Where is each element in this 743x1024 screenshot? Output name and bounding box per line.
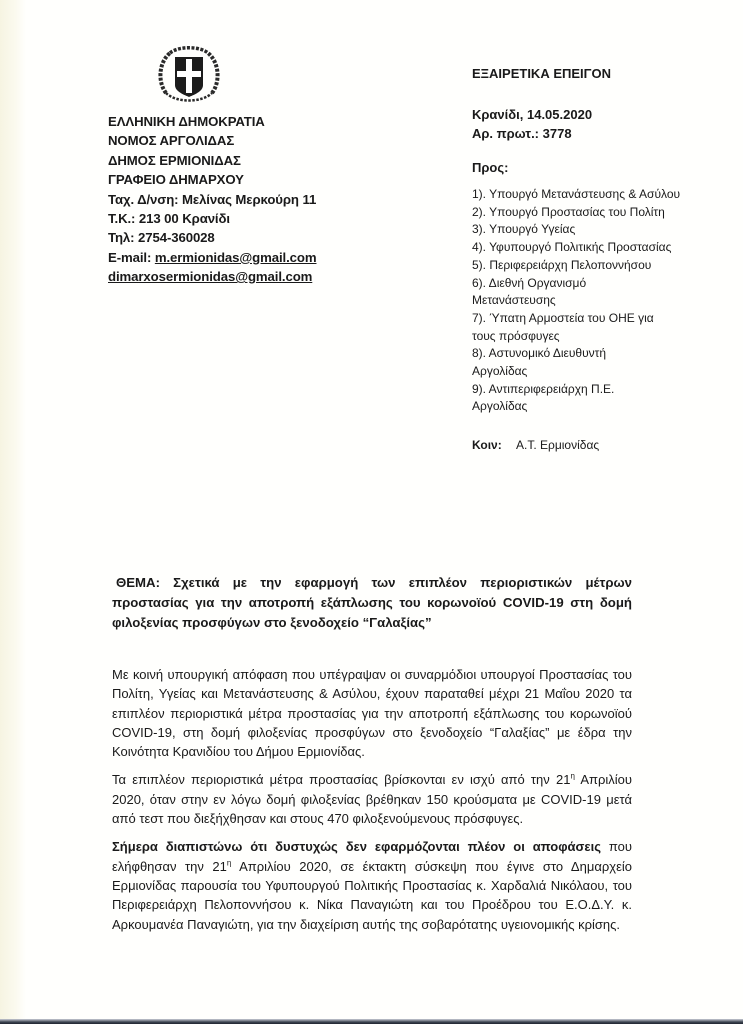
ordinal-superscript: η [226, 858, 232, 868]
paragraph-3-text-a: που ελήφθησαν την 21 [112, 839, 632, 874]
subject-line [112, 573, 632, 633]
sender-email-row [108, 248, 316, 267]
sender-address: Ταχ. Δ/νση: Μελίνας Μερκούρη 11 [108, 191, 317, 207]
paragraph-2-text-a: Τα επιπλέον περιοριστικά μέτρα προστασίας βρίσκονται εν ισχύ από την 21 [112, 772, 571, 788]
ordinal-superscript: η [570, 772, 575, 782]
email-link-secondary[interactable]: dimarxosermionidas@gmail.com [108, 269, 313, 285]
body-paragraph-3 [112, 837, 632, 933]
paragraph-3-text-b: Απριλίου 2020, σε έκτακτη σύσκεψη που έγινε στο Δημαρχείο Ερμιονίδας παρουσία του Υφυπουργού Πολιτικής Προστασίας κ. Χαρδαλιά Νικόλαου, του Περιφερειάρχη Πελοποννήσου κ. Νίκα Παναγιώτη και του Προέδρου του Ε.Ο.Δ.Υ. κ. Αρκουμανέα Παναγιώτη, για την διαχείριση αυτής της σοβαρότατης υγειονομικής κρίσης. [112, 858, 632, 932]
sender-phone: Τηλ: 2754-360028 [108, 230, 215, 246]
cc-row [472, 438, 722, 452]
recipient-item: 7). Ύπατη Αρμοστεία του ΟΗΕ για τους πρόσφυγες [472, 310, 654, 343]
recipient-item: 1). Υπουργό Μετανάστευσης & Ασύλου [472, 187, 681, 201]
to-label: Προς: [472, 160, 509, 175]
scan-bottom-edge [0, 1019, 743, 1024]
greek-state-emblem-icon [156, 43, 222, 107]
sender-postal-code: Τ.Κ.: 213 00 Κρανίδι [108, 211, 230, 227]
sender-municipality: ΔΗΜΟΣ ΕΡΜΙΟΝΙΔΑΣ [108, 152, 241, 168]
subject-text: ΘΕΜΑ: Σχετικά με την εφαρμογή των επιπλέον περιοριστικών μέτρων προστασίας για την αποτροπή εξάπλωσης του κορωνοϊού COVID-19 στη δομή φιλοξενίας προσφύγων στο ξενοδοχείο “Γαλαξίας” [112, 575, 632, 630]
recipient-item: 2). Υπουργό Προστασίας του Πολίτη [472, 204, 665, 219]
urgency-label: ΕΞΑΙΡΕΤΙΚΑ ΕΠΕΙΓΟΝ [472, 66, 611, 81]
recipient-block [472, 66, 722, 452]
cc-label: Κοιν: [472, 438, 502, 453]
protocol-number: Αρ. πρωτ.: 3778 [472, 126, 572, 141]
sender-country: ΕΛΛΗΝΙΚΗ ΔΗΜΟΚΡΑΤΙΑ [108, 114, 265, 129]
recipient-item: 5). Περιφερειάρχη Πελοποννήσου [472, 257, 652, 272]
recipient-list [472, 186, 722, 416]
email-label: E-mail: [108, 249, 155, 265]
paragraph-3-emphasis: Σήμερα διαπιστώνω ότι δυστυχώς δεν εφαρμόζονται πλέον οι αποφάσεις [112, 839, 601, 855]
body-paragraph-1: Με κοινή υπουργική απόφαση που υπέγραψαν οι συναρμόδιοι υπουργοί Προστασίας του Πολίτη, Υγείας και Μετανάστευσης & Ασύλου, έχουν παραταθεί μέχρι 21 Μαΐου 2020 τα επιπλέον περιοριστικά μέτρα προστασίας για την αποτροπή εξάπλωσης του κορωνοϊού COVID-19, στη δομή φιλοξενίας προσφύγων στο ξενοδοχείο “Γαλαξίας” με έδρα την Κοινότητα Κρανιδίου του Δήμου Ερμιονίδας. [112, 667, 632, 760]
recipient-item: 9). Αντιπεριφερειάρχη Π.Ε. Αργολίδας [472, 381, 615, 414]
recipient-item: 6). Διεθνή Οργανισμό Μετανάστευσης [472, 275, 587, 308]
recipient-item: 8). Αστυνομικό Διευθυντή Αργολίδας [472, 346, 607, 379]
body-paragraph-2 [112, 770, 632, 828]
email-link-primary[interactable]: m.ermionidas@gmail.com [154, 249, 317, 265]
paragraph-2-text-b: Απριλίου 2020, όταν στην εν λόγω δομή φιλοξενίας βρέθηκαν 150 κρούσματα με COVID-19 μετά από τεστ που διεξήχθησαν και στους 470 φιλοξενούμενους πρόσφυγες. [112, 772, 633, 827]
scan-edge-shadow [0, 0, 26, 1020]
sender-block [108, 112, 316, 287]
letter-body [112, 665, 632, 943]
recipient-item: 4). Υφυπουργό Πολιτικής Προστασίας [472, 240, 672, 255]
document-date: Κρανίδι, 14.05.2020 [472, 107, 593, 122]
sender-office: ΓΡΑΦΕΙΟ ΔΗΜΑΡΧΟΥ [108, 172, 244, 188]
recipient-item: 3). Υπουργό Υγείας [472, 222, 576, 237]
sender-email-row-secondary [108, 267, 316, 286]
sender-prefecture: ΝΟΜΟΣ ΑΡΓΟΛΙΔΑΣ [108, 133, 235, 149]
cc-value: Α.Τ. Ερμιονίδας [516, 438, 600, 453]
